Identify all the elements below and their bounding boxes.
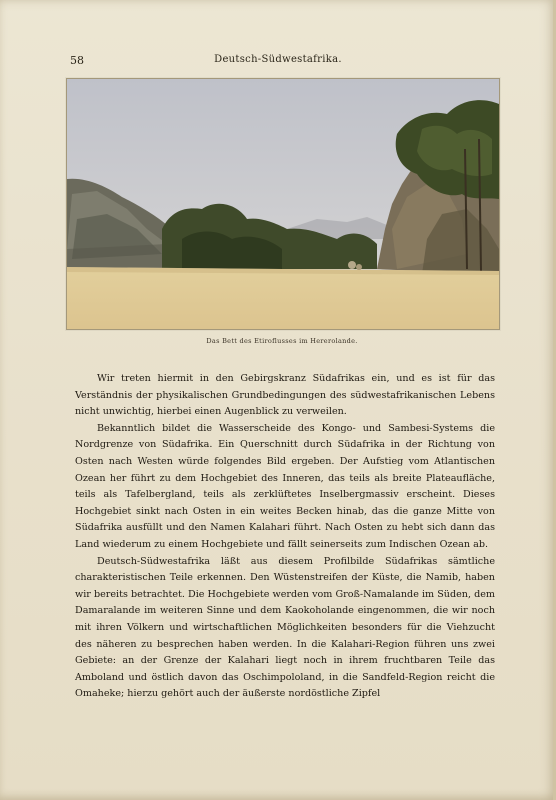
running-title: Deutsch-Südwestafrika. — [214, 54, 342, 65]
figure-caption: Das Bett des Etiroflusses im Hererolande. — [206, 337, 358, 345]
page-header — [70, 54, 486, 70]
sandy-riverbed — [67, 267, 499, 329]
page-number: 58 — [70, 54, 84, 67]
paragraph: Wir treten hiermit in den Gebirgskranz Südafrikas ein, und es ist für das Verständnis der physikalischen Grundbedingungen des südwestafrikanischen Lebens nicht unwichtig, hierbei einen Augenblick zu verweilen. — [75, 373, 495, 418]
paragraph: Bekanntlich bildet die Wasserscheide des Kongo- und Sambesi-Systems die Nordgrenze von Südafrika. Ein Querschnitt durch Südafrika in der Richtung von Osten nach Westen würde folgendes Bild ergeben. Der Aufstieg vom Atlantischen Ozean her führt zu dem Hochgebiet des Inneren, das teils als breite Plateaufläche, teils als Tafelbergland, teils als zerklüftetes Inselbergmassiv erscheint. Dieses Hochgebiet sinkt nach Osten in ein weites Becken hinab, das die ganze Mitte von Südafrika ausfüllt und den Namen Kalahari führt. Nach Osten zu hebt sich dann das Land wiederum zu einem Hochgebiete und fällt seinerseits zum Indischen Ozean ab. — [75, 422, 495, 550]
photo-plate — [66, 78, 500, 330]
paragraph: Deutsch-Südwestafrika läßt aus diesem Profilbilde Südafrikas sämtliche charakteristischen Teile erkennen. Den Wüstenstreifen der Küste, die Namib, haben wir bereits betrachtet. Die Hochgebiete werden vom Groß-Namalande im Süden, dem Damaralande im weiteren Sinne und dem Kaokoholande eingenommen, die wir noch mit ihren Völkern und wirtschaftlichen Möglichkeiten besonders für die Viehzucht des näheren zu besprechen haben werden. In die Kalahari-Region führen uns zwei Gebiete: an der Grenze der Kalahari liegt noch in ihrem fruchtbaren Teile das Amboland und östlich davon das Oschimpololand, in die Sandfeld-Region reicht die Omaheke; hierzu gehört auch der äußerste nordöstliche Zipfel — [75, 555, 495, 700]
body-text — [75, 371, 495, 703]
riverbed-photo — [67, 79, 499, 329]
